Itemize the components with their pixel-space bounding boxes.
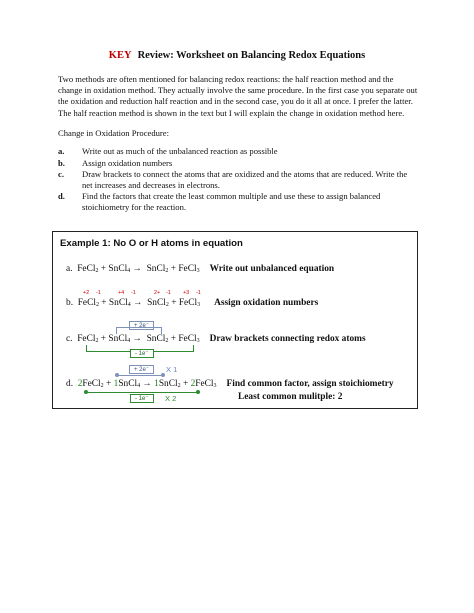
key-label: KEY bbox=[108, 50, 132, 61]
equation-a: a. FeCl$_2$ + SnCl$_4$ → SnCl$_2$ + FeCl$_3$ Write out unbalanced equation bbox=[66, 264, 335, 274]
title-text: Review: Worksheet on Balancing Redox Equations bbox=[137, 50, 366, 61]
example-title: Example 1: No O or H atoms in equation bbox=[60, 238, 243, 249]
sn-bracket-line bbox=[117, 375, 163, 376]
equation-c-desc: Draw brackets connecting redox atoms bbox=[209, 334, 366, 344]
equation-d-desc: Find common factor, assign stoichiometry bbox=[226, 379, 394, 389]
electron-loss-tag: - 1e⁻ bbox=[130, 349, 154, 358]
coef-fecl3: 2 bbox=[190, 379, 196, 389]
step-text: Find the factors that create the least common multiple and use these to assign balanced stoichiometry for the reaction. bbox=[82, 191, 381, 212]
ox-cl-1: -1 bbox=[96, 290, 101, 296]
ox-fe-left: +2 bbox=[83, 290, 90, 296]
equation-b: b. FeCl$_2$ + SnCl$_4$ → SnCl$_2$ + FeCl$_3$ Assign oxidation numbers bbox=[66, 298, 319, 308]
step-b bbox=[58, 158, 418, 169]
step-text: Assign oxidation numbers bbox=[82, 157, 173, 168]
electron-gain-tag: + 2e⁻ bbox=[129, 321, 154, 330]
step-d bbox=[58, 191, 418, 212]
least-common-multiple: Least common mulitple: 2 bbox=[238, 392, 343, 402]
ox-cl-3: -1 bbox=[166, 290, 171, 296]
multiplier-x2: X 2 bbox=[165, 394, 177, 403]
step-text: Write out as much of the unbalanced reaction as possible bbox=[82, 146, 278, 156]
ox-cl-4: -1 bbox=[196, 290, 201, 296]
step-letter: b. bbox=[58, 157, 65, 168]
page-title bbox=[0, 50, 474, 61]
ox-sn-right: 2+ bbox=[154, 290, 161, 296]
coef-sncl4: 1 bbox=[113, 379, 119, 389]
fe-bracket-line bbox=[86, 392, 198, 393]
step-c bbox=[58, 169, 418, 190]
equation-d: d. 2FeCl$_2$ + 1SnCl$_4$ → 1SnCl$_2$ + 2FeCl$_3$ Find common factor, assign stoichiometry bbox=[66, 379, 394, 389]
procedure-steps bbox=[58, 146, 418, 214]
ox-cl-2: -1 bbox=[131, 290, 136, 296]
step-text: Draw brackets to connect the atoms that are oxidized and the atoms that are reduced. Write the net increases and decreases in electrons. bbox=[82, 169, 408, 190]
equation-c: c. FeCl$_2$ + SnCl$_4$ → SnCl$_2$ + FeCl$_3$ Draw brackets connecting redox atoms bbox=[66, 334, 366, 344]
ox-sn-left: +4 bbox=[118, 290, 125, 296]
step-a bbox=[58, 146, 418, 157]
intro-paragraph: Two methods are often mentioned for balancing redox reactions: the half reaction method and the change in oxidation method. They actually involve the same procedure. In the first case you separate out the oxidation and reduction half reaction and in the second case, you do it all at once. I prefer the latter. The half reaction method is shown in the text but I will explain the change in oxidation method here. bbox=[58, 74, 418, 118]
step-letter: d. bbox=[58, 191, 65, 202]
bracket-end-dot bbox=[196, 390, 200, 394]
electron-loss-tag-d: - 1e⁻ bbox=[130, 394, 154, 403]
electron-gain-tag-d: + 2e⁻ bbox=[129, 365, 154, 374]
ox-fe-right: +3 bbox=[183, 290, 190, 296]
equation-b-desc: Assign oxidation numbers bbox=[214, 298, 319, 308]
coef-fecl2: 2 bbox=[77, 379, 83, 389]
coef-sncl2: 1 bbox=[154, 379, 159, 389]
step-letter: a. bbox=[58, 146, 65, 156]
multiplier-x1: X 1 bbox=[166, 365, 178, 374]
sn-reduction-bracket bbox=[116, 327, 162, 334]
section-label: Change in Oxidation Procedure: bbox=[58, 128, 169, 138]
bracket-end-dot bbox=[161, 373, 165, 377]
step-letter: c. bbox=[58, 169, 64, 180]
equation-a-desc: Write out unbalanced equation bbox=[209, 264, 335, 274]
